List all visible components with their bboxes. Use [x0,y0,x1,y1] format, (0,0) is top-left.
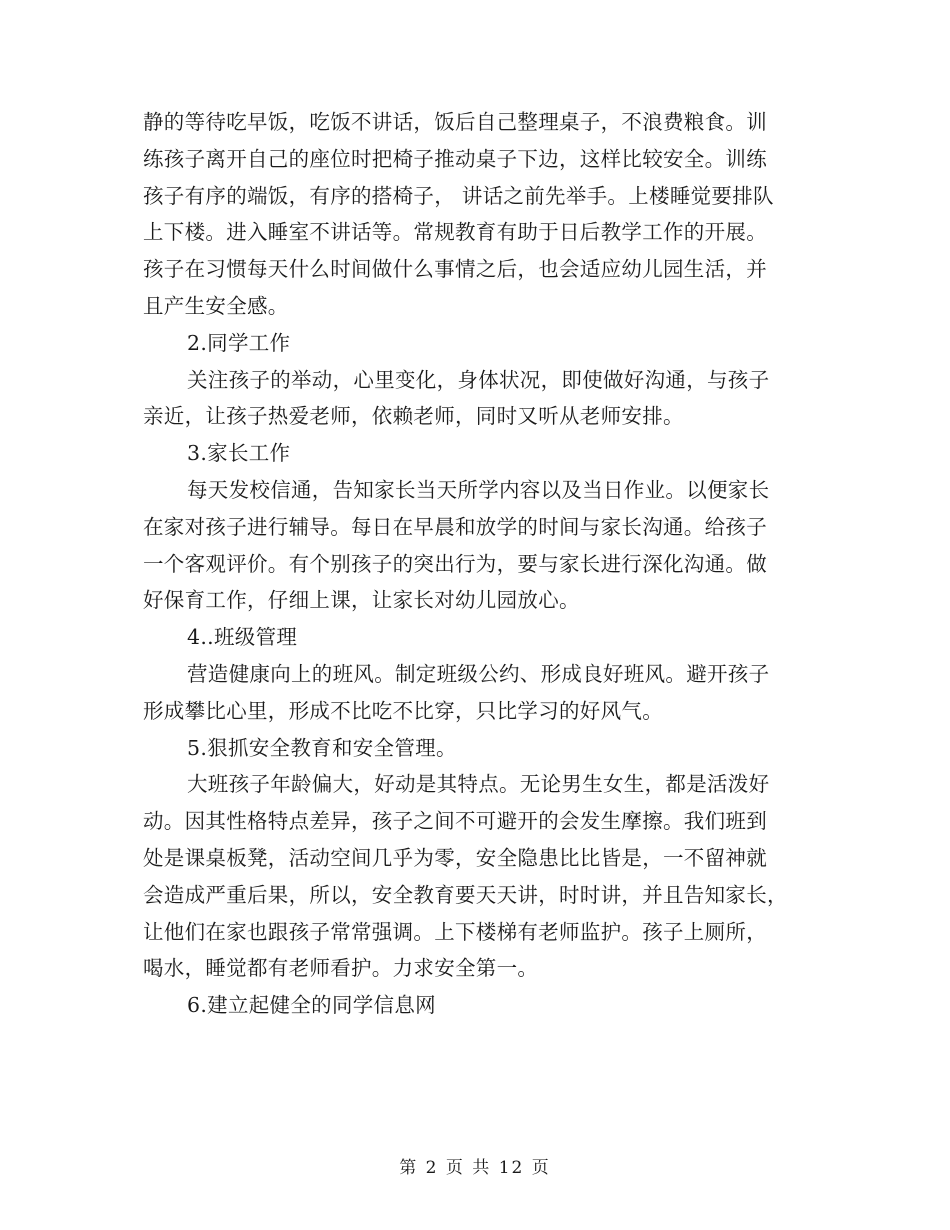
text-line: 6.建立起健全的同学信息网 [187,993,436,1018]
text-line: 关注孩子的举动，心里变化，身体状况，即使做好沟通，与孩子 [187,367,770,392]
text-line: 孩子在习惯每天什么时间做什么事情之后，也会适应幼儿园生活，并 [143,257,767,282]
text-line: 5.狠抓安全教育和安全管理。 [187,735,457,760]
page-number: 第 2 页 共 12 页 [399,1158,551,1178]
text-line: 2.同学工作 [187,330,291,355]
text-line: 孩子有序的端饭，有序的搭椅子， 讲话之前先举手。上楼睡觉要排队 [143,183,774,208]
text-line: 好保育工作，仔细上课，让家长对幼儿园放心。 [143,588,580,613]
text-line: 形成攀比心里，形成不比吃不比穿，只比学习的好风气。 [143,698,663,723]
text-line: 一个客观评价。有个别孩子的突出行为，要与家长进行深化沟通。做 [143,551,767,576]
text-line: 在家对孩子进行辅导。每日在早晨和放学的时间与家长沟通。给孩子 [143,514,767,539]
text-line: 每天发校信通，告知家长当天所学内容以及当日作业。以便家长 [187,477,770,502]
text-line: 4..班级管理 [187,625,298,650]
text-line: 3.家长工作 [187,441,291,466]
text-line: 上下楼。进入睡室不讲话等。常规教育有助于日后教学工作的开展。 [143,220,767,245]
text-line: 让他们在家也跟孩子常常强调。上下楼梯有老师监护。孩子上厕所， [143,919,767,944]
document-body [143,104,813,1024]
text-line: 会造成严重后果，所以，安全教育要天天讲，时时讲，并且告知家长， [143,882,788,907]
text-line: 静的等待吃早饭，吃饭不讲话，饭后自己整理桌子，不浪费粮食。训 [143,110,767,134]
text-line: 练孩子离开自己的座位时把椅子推动桌子下边，这样比较安全。训练 [143,146,767,171]
text-line: 营造健康向上的班风。制定班级公约、形成良好班风。避开孩子 [187,661,770,686]
text-line: 动。因其性格特点差异，孩子之间不可避开的会发生摩擦。我们班到 [143,809,767,834]
text-line: 且产生安全感。 [143,293,289,318]
text-line: 喝水，睡觉都有老师看护。力求安全第一。 [143,956,539,981]
text-line: 大班孩子年龄偏大，好动是其特点。无论男生女生，都是活泼好 [187,772,770,797]
text-line: 处是课桌板凳，活动空间几乎为零，安全隐患比比皆是，一不留神就 [143,845,767,870]
text-line: 亲近，让孩子热爱老师，依赖老师，同时又听从老师安排。 [143,404,684,429]
